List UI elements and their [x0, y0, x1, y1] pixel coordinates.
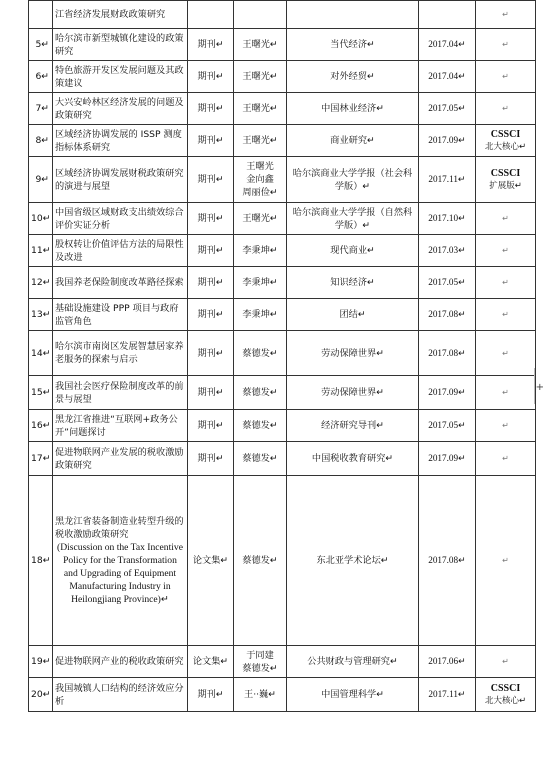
publication-date: 2017.11↵ — [419, 678, 476, 712]
publication-type: 期刊↵ — [188, 157, 234, 203]
index-level — [476, 1, 536, 29]
paper-title — [53, 61, 188, 93]
paragraph-mark-icon: ↵ — [502, 310, 509, 319]
paper-title — [53, 442, 188, 476]
author — [234, 93, 287, 125]
author-name: 李秉坤↵ — [242, 245, 278, 256]
author-name: 李秉坤↵ — [242, 277, 278, 288]
journal-name: 团结↵ — [287, 299, 419, 331]
paragraph-mark-icon: ↵ — [502, 348, 509, 358]
paragraph-mark-icon: ↵ — [502, 556, 509, 565]
journal-name: 对外经贸↵ — [287, 61, 419, 93]
index-level — [476, 267, 536, 299]
author-name: 金向鑫 — [246, 174, 274, 185]
author-name: 王··巍↵ — [244, 689, 276, 700]
author-name: 蔡德发↵ — [242, 453, 278, 464]
paragraph-mark-icon: ↵ — [502, 246, 509, 255]
index-level-secondary: 北大核心↵ — [484, 695, 527, 706]
author — [234, 125, 287, 157]
author — [234, 61, 287, 93]
paragraph-mark-icon: ↵ — [502, 454, 509, 463]
paper-title — [53, 376, 188, 410]
index-level — [476, 29, 536, 61]
publication-date: 2017.08↵ — [419, 299, 476, 331]
paragraph-mark-icon: ↵ — [502, 657, 509, 666]
paper-title-text: 江省经济发展财政政策研究 — [55, 9, 166, 20]
paper-title — [53, 1, 188, 29]
row-number: 14↵ — [29, 331, 53, 376]
author-name: 蔡德发↵ — [242, 347, 278, 359]
publication-date: 2017.05↵ — [419, 93, 476, 125]
index-level-primary: CSSCI — [490, 682, 521, 694]
paper-title-text: 股权转让价值评估方法的局限性及改进 — [55, 238, 184, 263]
author — [234, 646, 287, 678]
paper-title — [53, 157, 188, 203]
publication-date: 2017.08↵ — [419, 476, 476, 646]
index-level — [476, 125, 536, 157]
index-level — [476, 331, 536, 376]
author — [234, 203, 287, 235]
table-row — [29, 646, 536, 678]
publication-type: 期刊↵ — [188, 410, 234, 442]
author-name: 王曙光↵ — [242, 103, 278, 114]
journal-name: 现代商业↵ — [287, 235, 419, 267]
row-number: 5↵ — [29, 29, 53, 61]
index-level — [476, 235, 536, 267]
publication-date: 2017.05↵ — [419, 267, 476, 299]
author-name: 蔡德发↵ — [242, 420, 278, 431]
paper-title — [53, 267, 188, 299]
index-level-primary: CSSCI — [490, 128, 521, 140]
journal-name: 劳动保障世界↵ — [287, 331, 419, 376]
table-row — [29, 476, 536, 646]
paper-title — [53, 299, 188, 331]
journal-name: 当代经济↵ — [287, 29, 419, 61]
row-number: 9↵ — [29, 157, 53, 203]
table-row — [29, 376, 536, 410]
journal-name: 劳动保障世界↵ — [287, 376, 419, 410]
author — [234, 476, 287, 646]
paragraph-mark-icon: ↵ — [502, 104, 509, 113]
journal-name: 经济研究导刊↵ — [287, 410, 419, 442]
index-level-primary: CSSCI — [490, 167, 521, 179]
paper-title — [53, 476, 188, 646]
row-number: 17↵ — [29, 442, 53, 476]
row-number: 7↵ — [29, 93, 53, 125]
journal-name: 哈尔滨商业大学学报（自然科学版）↵ — [287, 203, 419, 235]
paper-title-text: 黑龙江省推进“互联网+政务公开”问题探讨 — [55, 413, 178, 438]
paper-title — [53, 678, 188, 712]
author — [234, 376, 287, 410]
publication-type: 期刊↵ — [188, 299, 234, 331]
paper-title-text: 哈尔滨市南岗区发展智慧居家养老服务的探索与启示 — [55, 341, 184, 365]
paper-title-text: 促进物联网产业的税收政策研究 — [55, 656, 184, 667]
publication-date: 2017.06↵ — [419, 646, 476, 678]
journal-name: 中国林业经济↵ — [287, 93, 419, 125]
author-name: 蔡德发↵ — [242, 555, 278, 566]
table-row — [29, 1, 536, 29]
publication-date — [419, 1, 476, 29]
journal-name: 知识经济↵ — [287, 267, 419, 299]
publication-type: 期刊↵ — [188, 267, 234, 299]
publication-type — [188, 1, 234, 29]
row-number: 20↵ — [29, 678, 53, 712]
table-row — [29, 442, 536, 476]
journal-name: 哈尔滨商业大学学报（社会科学版）↵ — [287, 157, 419, 203]
publication-type: 期刊↵ — [188, 61, 234, 93]
author — [234, 331, 287, 376]
publication-type: 期刊↵ — [188, 678, 234, 712]
author — [234, 442, 287, 476]
paper-title — [53, 93, 188, 125]
publication-date: 2017.04↵ — [419, 61, 476, 93]
paragraph-mark-icon: ↵ — [502, 214, 509, 223]
publication-date: 2017.03↵ — [419, 235, 476, 267]
index-level — [476, 646, 536, 678]
author-name: 蔡德发↵ — [242, 662, 278, 674]
publication-type: 期刊↵ — [188, 203, 234, 235]
paragraph-mark-icon: ↵ — [502, 40, 509, 49]
paragraph-mark-icon: ↵ — [502, 421, 509, 430]
paper-title-text: 区域经济协调发展的 ISSP 测度指标体系研究 — [55, 128, 182, 153]
table-row — [29, 93, 536, 125]
journal-name — [287, 1, 419, 29]
paper-title-text: 大兴安岭林区经济发展的问题及政策研究 — [55, 96, 184, 121]
paper-title — [53, 125, 188, 157]
table-row — [29, 29, 536, 61]
author-name: 王曙光↵ — [242, 71, 278, 82]
index-level — [476, 203, 536, 235]
publication-date: 2017.10↵ — [419, 203, 476, 235]
publication-date: 2017.11↵ — [419, 157, 476, 203]
publication-table — [28, 0, 536, 712]
row-number: 6↵ — [29, 61, 53, 93]
index-level-secondary: 扩展版↵ — [489, 180, 522, 191]
row-number: 13↵ — [29, 299, 53, 331]
author-name: 王曙光↵ — [242, 39, 278, 50]
paper-title-english: (Discussion on the Tax Incentive Policy for the Transformation and Upgrading of Equipment Manufacturing Industry in Heilongjiang Province)↵ — [57, 542, 183, 605]
publication-type: 期刊↵ — [188, 376, 234, 410]
paper-title — [53, 410, 188, 442]
table-row — [29, 410, 536, 442]
paper-title-text: 区域经济协调发展财税政策研究的演进与展望 — [55, 167, 184, 192]
publication-type: 期刊↵ — [188, 125, 234, 157]
row-number: 12↵ — [29, 267, 53, 299]
publication-type: 期刊↵ — [188, 93, 234, 125]
table-row — [29, 267, 536, 299]
row-number: 18↵ — [29, 476, 53, 646]
row-number: 19↵ — [29, 646, 53, 678]
row-number: 8↵ — [29, 125, 53, 157]
publication-type: 期刊↵ — [188, 29, 234, 61]
index-level — [476, 442, 536, 476]
index-level — [476, 93, 536, 125]
row-number — [29, 1, 53, 29]
paragraph-mark-icon: ↵ — [502, 10, 509, 19]
row-number: 16↵ — [29, 410, 53, 442]
paper-title — [53, 29, 188, 61]
index-level — [476, 376, 536, 410]
table-row — [29, 678, 536, 712]
table-row — [29, 331, 536, 376]
index-level — [476, 678, 536, 712]
publication-type: 期刊↵ — [188, 235, 234, 267]
author-name: 李秉坤↵ — [242, 309, 278, 320]
row-number: 11↵ — [29, 235, 53, 267]
author-name: 于同建 — [246, 649, 274, 661]
paragraph-mark-icon: ↵ — [502, 278, 509, 287]
index-level — [476, 157, 536, 203]
index-level — [476, 61, 536, 93]
paper-title-text: 我国城镇人口结构的经济效应分析 — [55, 682, 184, 707]
publication-date: 2017.08↵ — [419, 331, 476, 376]
journal-name: 公共财政与管理研究↵ — [287, 646, 419, 678]
author — [234, 157, 287, 203]
publication-type: 期刊↵ — [188, 331, 234, 376]
index-level — [476, 476, 536, 646]
author — [234, 410, 287, 442]
paper-title-text: 哈尔滨市新型城镇化建设的政策研究 — [55, 32, 184, 57]
publication-type: 期刊↵ — [188, 442, 234, 476]
author — [234, 1, 287, 29]
paragraph-mark-icon: ↵ — [502, 72, 509, 81]
publication-date: 2017.09↵ — [419, 125, 476, 157]
author-name: 王曙光 — [246, 161, 274, 172]
journal-name: 东北亚学术论坛↵ — [287, 476, 419, 646]
publication-date: 2017.09↵ — [419, 376, 476, 410]
paper-title-text: 我国社会医疗保险制度改革的前景与展望 — [55, 380, 184, 405]
paper-title-text: 我国养老保险制度改革路径探索 — [55, 277, 184, 288]
author — [234, 267, 287, 299]
journal-name: 中国管理科学↵ — [287, 678, 419, 712]
paper-title — [53, 646, 188, 678]
paragraph-mark-icon: ↵ — [502, 388, 509, 397]
index-level — [476, 410, 536, 442]
author — [234, 235, 287, 267]
table-row — [29, 299, 536, 331]
author — [234, 299, 287, 331]
author-name: 王曙光↵ — [242, 213, 278, 224]
paper-title-text: 基础设施建设 PPP 项目与政府监管角色 — [55, 302, 179, 327]
index-level — [476, 299, 536, 331]
author-name: 周丽俭↵ — [242, 187, 278, 198]
paper-title — [53, 235, 188, 267]
publication-type: 论文集↵ — [188, 646, 234, 678]
table-row — [29, 125, 536, 157]
author-name: 王曙光↵ — [242, 135, 278, 146]
author-name: 蔡德发↵ — [242, 387, 278, 398]
publication-date: 2017.09↵ — [419, 442, 476, 476]
paper-title-text: 黑龙江省装备制造业转型升级的税收激励政策研究 — [55, 516, 184, 540]
table-row — [29, 203, 536, 235]
index-level-secondary: 北大核心↵ — [484, 141, 527, 152]
publication-date: 2017.05↵ — [419, 410, 476, 442]
paper-title-text: 促进物联网产业发展的税收激励政策研究 — [55, 446, 184, 471]
author — [234, 29, 287, 61]
table-row — [29, 61, 536, 93]
paper-title — [53, 331, 188, 376]
author — [234, 678, 287, 712]
add-row-icon[interactable]: + — [535, 382, 544, 393]
row-number: 15↵ — [29, 376, 53, 410]
row-number: 10↵ — [29, 203, 53, 235]
journal-name: 商业研究↵ — [287, 125, 419, 157]
table-row — [29, 157, 536, 203]
publication-type: 论文集↵ — [188, 476, 234, 646]
publication-date: 2017.04↵ — [419, 29, 476, 61]
table-row — [29, 235, 536, 267]
paper-title-text: 特色旅游开发区发展问题及其政策建议 — [55, 64, 184, 89]
paper-title-text: 中国省级区域财政支出绩效综合评价实证分析 — [55, 206, 184, 231]
paper-title — [53, 203, 188, 235]
journal-name: 中国税收教育研究↵ — [287, 442, 419, 476]
